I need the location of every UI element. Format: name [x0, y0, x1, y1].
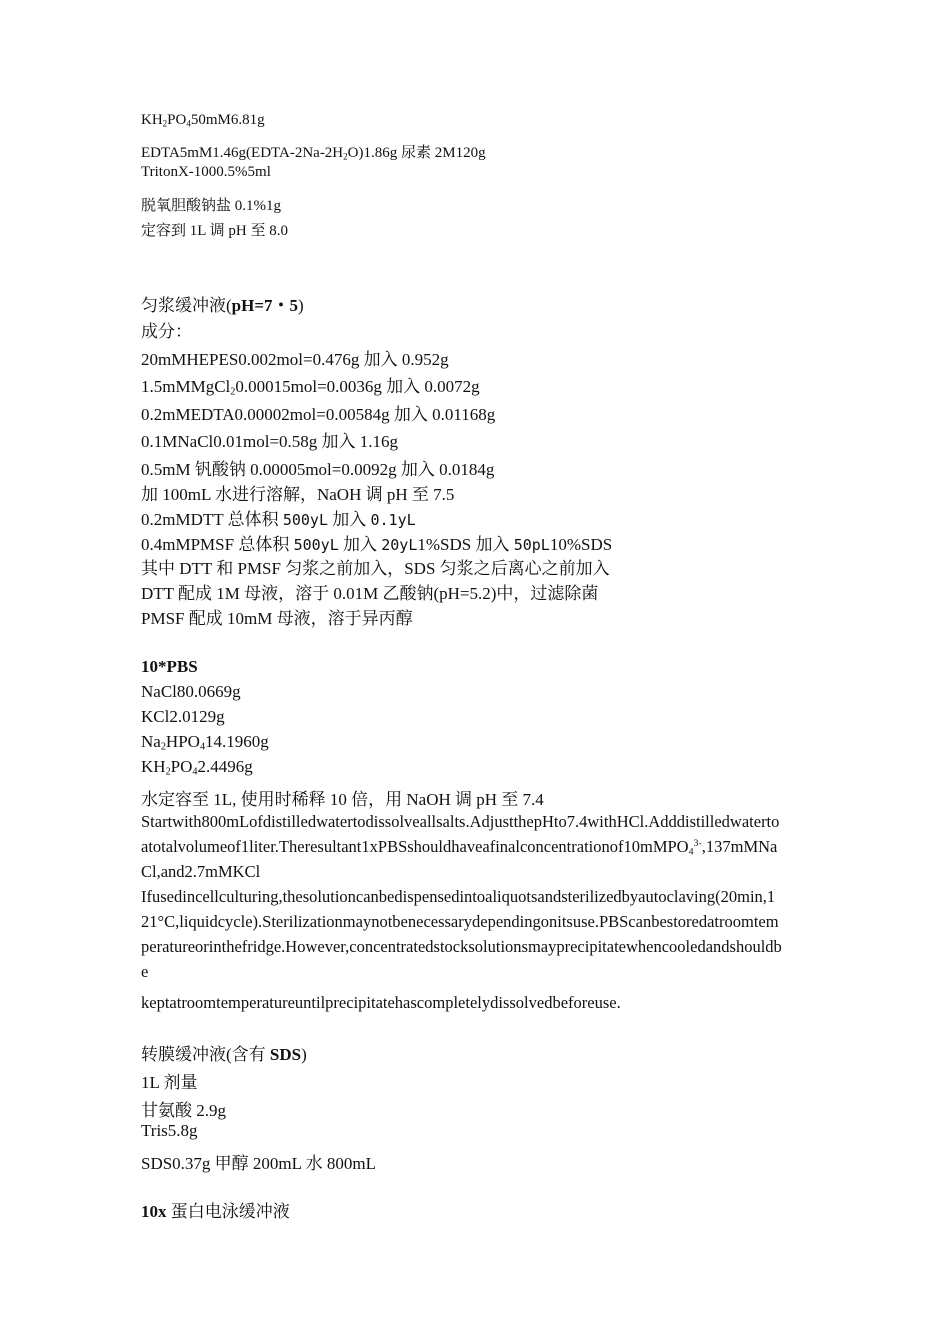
mgcl2-line: 1.5mMMgCl$_2$0.00015mol=0.0036g 加入 0.0072g: [141, 377, 480, 398]
pmsf-sds-line: 0.4mMPMSF 总体积 500yL 加入 20yL1%SDS 加入 50pL10%SDS: [141, 535, 613, 554]
dissolve-line: 加 100mL 水进行溶解，NaOH 调 pH 至 7.5: [141, 485, 455, 504]
glycine-line: 甘氨酸 2.9g: [141, 1101, 226, 1120]
volume-line: 定容到 1L 调 pH 至 8.0: [141, 223, 288, 239]
pbs-en-line-1: Startwith800mLofdistilledwatertodissolveallsalts.AdjustthepHto7.4withHCl.Adddistilledwaterto: [141, 812, 780, 831]
note-pmsf-stock: PMSF 配成 10mM 母液，溶于异丙醇: [141, 609, 413, 628]
pbs-kh2po4-line: $KH_2PO_42.4496g$: [141, 757, 253, 778]
pbs-en-line-6: peratureorinthefridge.However,concentratedstocksolutionsmayprecipitatewhencooledandshouldb: [141, 937, 782, 956]
pbs-en-line-7: e: [141, 962, 149, 981]
pbs-volume-line: 水定容至 1L, 使用时稀释 10 倍，用 NaOH 调 pH 至 7.4: [141, 790, 544, 809]
nacl-line: 0.1MNaCl0.01mol=0.58g 加入 1.16g: [141, 432, 399, 451]
pbs-nacl-line: NaCl80.0669g: [141, 682, 241, 701]
pbs-en-line-5: 21°C,liquidcycle).Sterilizationmaynotbenecessarydependingonitsuse.PBScanbestoredatroomtem: [141, 912, 779, 931]
deoxycholate-line: 脱氧胆酸钠盐 0.1%1g: [141, 198, 281, 214]
sds-methanol-line: SDS0.37g 甲醇 200mL 水 800mL: [141, 1154, 377, 1173]
pbs-kcl-line: KCl2.0129g: [141, 707, 225, 726]
note-dtt-stock: DTT 配成 1M 母液，溶于 0.01M 乙酸钠(pH=5.2)中，过滤除菌: [141, 584, 599, 603]
transfer-buffer-title: 转膜缓冲液(含有 SDS): [141, 1045, 307, 1064]
pbs-en-line-2: atotalvolumeof1liter.Theresultant1xPBSshouldhaveafinalconcentrationof10mMPO$_4^{3-}$,137mMNa: [141, 837, 778, 858]
note-addition-order: 其中 DTT 和 PMSF 匀浆之前加入，SDS 匀浆之后离心之前加入: [141, 559, 610, 578]
components-label: 成分：: [141, 322, 192, 341]
pbs-en-line-8: keptatroomtemperatureuntilprecipitatehascompletelydissolvedbeforeuse.: [141, 993, 621, 1012]
pbs-en-line-3: Cl,and2.7mMKCl: [141, 862, 261, 881]
tris-line: Tris5.8g: [141, 1121, 198, 1140]
transfer-dose-line: 1L 剂量: [141, 1073, 198, 1092]
pbs-en-line-4: Ifusedincellculturing,thesolutioncanbedispensedintoaliquotsandsterilizedbyautoclaving(20min,1: [141, 887, 776, 906]
pbs-na2hpo4-line: $Na_2HPO_414.1960g$: [141, 732, 269, 753]
vanadate-line: 0.5mM 钒酸钠 0.00005mol=0.0092g 加入 0.0184g: [141, 460, 495, 479]
dtt-line: 0.2mMDTT 总体积 500yL 加入 0.1yL: [141, 510, 416, 529]
edta-line: 0.2mMEDTA0.00002mol=0.00584g 加入 0.01168g: [141, 405, 496, 424]
homogenization-buffer-title: 匀浆缓冲液(pH=7・5): [141, 296, 304, 315]
edta-urea-line: $EDTA5mM1.46g(EDTA-2Na-2H_2O)1.86g$ 尿素 2M120g: [141, 145, 486, 162]
pbs-title: 10*PBS: [141, 657, 198, 676]
electrophoresis-buffer-title: 10x 蛋白电泳缓冲液: [141, 1202, 290, 1221]
hepes-line: 20mMHEPES0.002mol=0.476g 加入 0.952g: [141, 350, 449, 369]
kh2po4-line: $KH_2PO_450mM6.81g$: [141, 112, 265, 129]
triton-line: TritonX-1000.5%5ml: [141, 164, 271, 180]
